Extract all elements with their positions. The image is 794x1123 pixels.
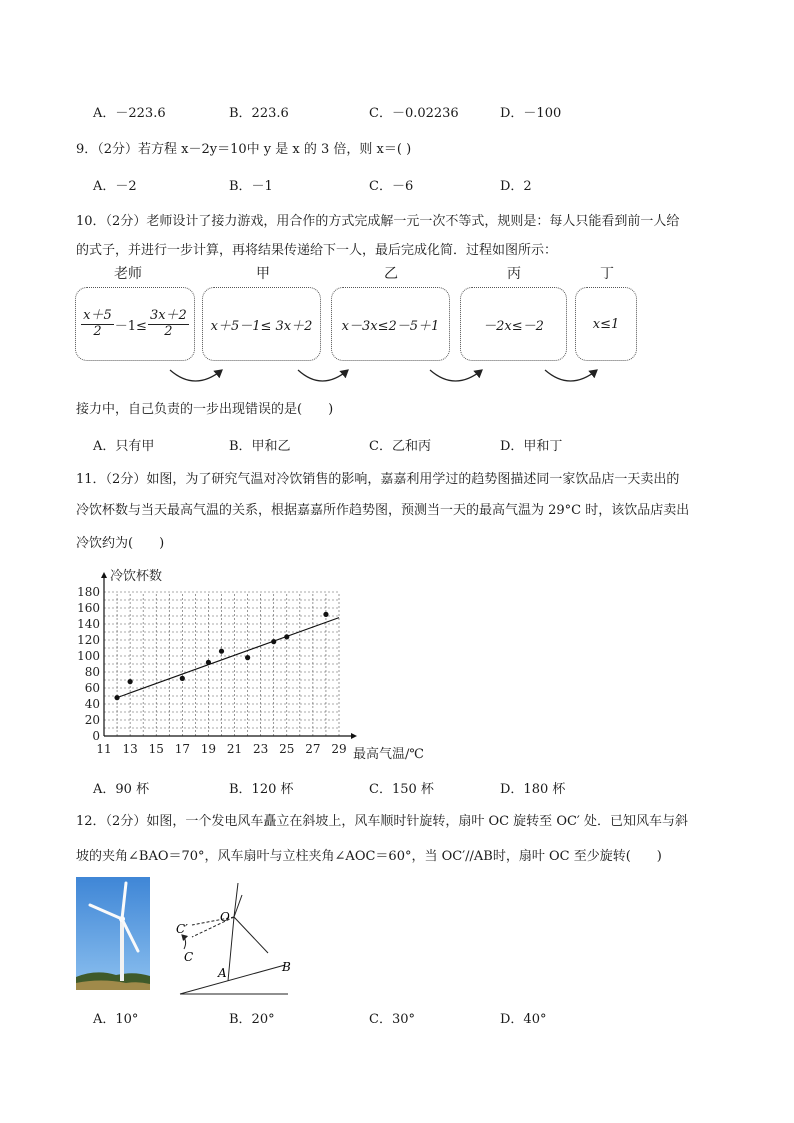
relay-arrow-2: [298, 370, 348, 381]
q11-option-a: A．90 杯: [93, 782, 150, 797]
q11-stem-line3: 冷饮约为( ): [76, 536, 165, 551]
x-tick-label: 21: [226, 742, 243, 756]
x-tick-label: 13: [122, 742, 138, 756]
data-point: [271, 639, 276, 644]
q11-stem-line1: 11．（2分）如图，为了研究气温对冷饮销售的影响，嘉嘉利用学过的趋势图描述同一家饮品店一天卖出的: [76, 472, 680, 487]
q10-stem-line2: 的式子，并进行一步计算，再将结果传递给下一人，最后完成化简．过程如图所示：: [76, 243, 558, 258]
label-c: C: [184, 950, 194, 964]
q10-stem-line1: 10．（2分）老师设计了接力游戏，用合作的方式完成解一元一次不等式，规则是：每人只能看到前一人给: [76, 214, 680, 229]
q11-stem-line2: 冷饮杯数与当天最高气温的关系，根据嘉嘉所作趋势图，预测当一天的最高气温为 29°C 时，该饮品店卖出: [76, 503, 690, 518]
q11-option-b: B．120 杯: [229, 782, 294, 797]
trend-line: [117, 618, 339, 698]
relay-expr-bing: －2x≤－2: [483, 318, 544, 334]
pole-ao: [228, 917, 234, 981]
q9-option-c: C．－6: [369, 179, 414, 194]
x-tick-label: 11: [96, 742, 112, 756]
x-tick-label: 25: [279, 742, 295, 756]
relay-expr-jia: x＋5－1≤ 3x＋2: [210, 318, 313, 334]
y-tick-label: 80: [84, 665, 100, 679]
relay-label-yi: 乙: [384, 266, 398, 282]
data-point: [206, 660, 211, 665]
y-axis-arrow: [101, 572, 107, 578]
label-a: A: [218, 966, 227, 980]
relay-arrow-4: [545, 370, 597, 381]
data-point: [128, 679, 133, 684]
q10-option-c: C．乙和丙: [369, 439, 431, 454]
relay-label-teacher: 老师: [114, 266, 142, 282]
scatter-chart: [77, 562, 460, 772]
y-tick-label: 100: [77, 649, 100, 663]
x-axis-label: 最高气温/℃: [353, 747, 424, 762]
data-point: [284, 634, 289, 639]
q10-option-d: D．甲和丁: [500, 439, 563, 454]
y-tick-label: 60: [84, 681, 100, 695]
relay-label-ding: 丁: [600, 266, 614, 282]
q12-option-a: A．10°: [93, 1012, 139, 1027]
x-axis-arrow: [351, 733, 357, 739]
q10-option-a: A．只有甲: [93, 439, 155, 454]
x-tick-label: 29: [331, 742, 347, 756]
q9-stem: 9．（2分）若方程 x－2y＝10中 y 是 x 的 3 倍，则 x＝( ): [76, 142, 412, 157]
relay-expr-yi: x－3x≤2－5＋1: [341, 318, 440, 334]
y-tick-label: 160: [77, 601, 100, 615]
q9-option-a: A．－2: [93, 179, 137, 194]
q12-stem-line2: 坡的夹角∠BAO＝70°，风车扇叶与立柱夹角∠AOC＝60°，当 OC′//AB时，扇叶 OC 至少旋转( ): [76, 849, 662, 864]
x-tick-label: 27: [305, 742, 321, 756]
data-point: [180, 676, 185, 681]
rotation-arrow: [182, 935, 186, 949]
label-c-prime: C′: [176, 922, 188, 936]
x-tick-label: 15: [148, 742, 164, 756]
q8-option-b: B．223.6: [229, 106, 289, 121]
teacher-num2: 3x＋2: [149, 308, 187, 324]
y-tick-label: 120: [77, 633, 100, 647]
relay-label-bing: 丙: [507, 266, 521, 282]
y-axis-label: 冷饮杯数: [110, 569, 163, 584]
x-tick-label: 23: [253, 742, 269, 756]
q12-option-d: D．40°: [500, 1012, 547, 1027]
relay-arrow-3: [430, 370, 482, 381]
x-tick-label: 19: [200, 742, 217, 756]
y-tick-label: 180: [77, 585, 100, 599]
label-o: O: [220, 910, 230, 924]
label-b: B: [282, 960, 291, 974]
q12-option-c: C．30°: [369, 1012, 415, 1027]
relay-label-jia: 甲: [256, 266, 270, 282]
data-point: [219, 649, 224, 654]
windmill-photo: [76, 877, 150, 990]
blade-right: [234, 917, 268, 953]
y-tick-label: 20: [84, 713, 100, 727]
slope-ab: [180, 965, 285, 994]
teacher-num1: x＋5: [83, 308, 112, 324]
data-point: [114, 695, 119, 700]
q8-option-a: A．－223.6: [93, 106, 166, 121]
relay-arrow-1: [170, 370, 222, 381]
relay-arrows: [0, 0, 794, 400]
q10-option-b: B．甲和乙: [229, 439, 291, 454]
teacher-den2: 2: [164, 323, 173, 339]
q8-option-c: C．－0.02236: [369, 106, 459, 121]
windmill-geometry-figure: [170, 877, 300, 997]
q9-option-b: B．－1: [229, 179, 273, 194]
q12-option-b: B．20°: [229, 1012, 275, 1027]
relay-expr-ding: x≤1: [592, 316, 620, 332]
y-tick-label: 140: [77, 617, 100, 631]
q9-option-d: D．2: [500, 179, 532, 194]
q12-stem-line1: 12．（2分）如图，一个发电风车矗立在斜坡上，风车顺时针旋转，扇叶 OC 旋转至 OC′ 处．已知风车与斜: [76, 814, 689, 829]
y-tick-label: 0: [92, 729, 100, 743]
q8-option-d: D．－100: [500, 106, 562, 121]
teacher-mid: －1≤: [114, 318, 147, 334]
teacher-den1: 2: [93, 323, 102, 339]
data-point: [245, 655, 250, 660]
q11-option-d: D．180 杯: [500, 782, 566, 797]
data-point: [323, 612, 328, 617]
q11-option-c: C．150 杯: [369, 782, 434, 797]
y-tick-label: 40: [84, 697, 100, 711]
x-tick-label: 17: [174, 742, 190, 756]
q10-question: 接力中，自己负责的一步出现错误的是( ): [76, 402, 334, 417]
